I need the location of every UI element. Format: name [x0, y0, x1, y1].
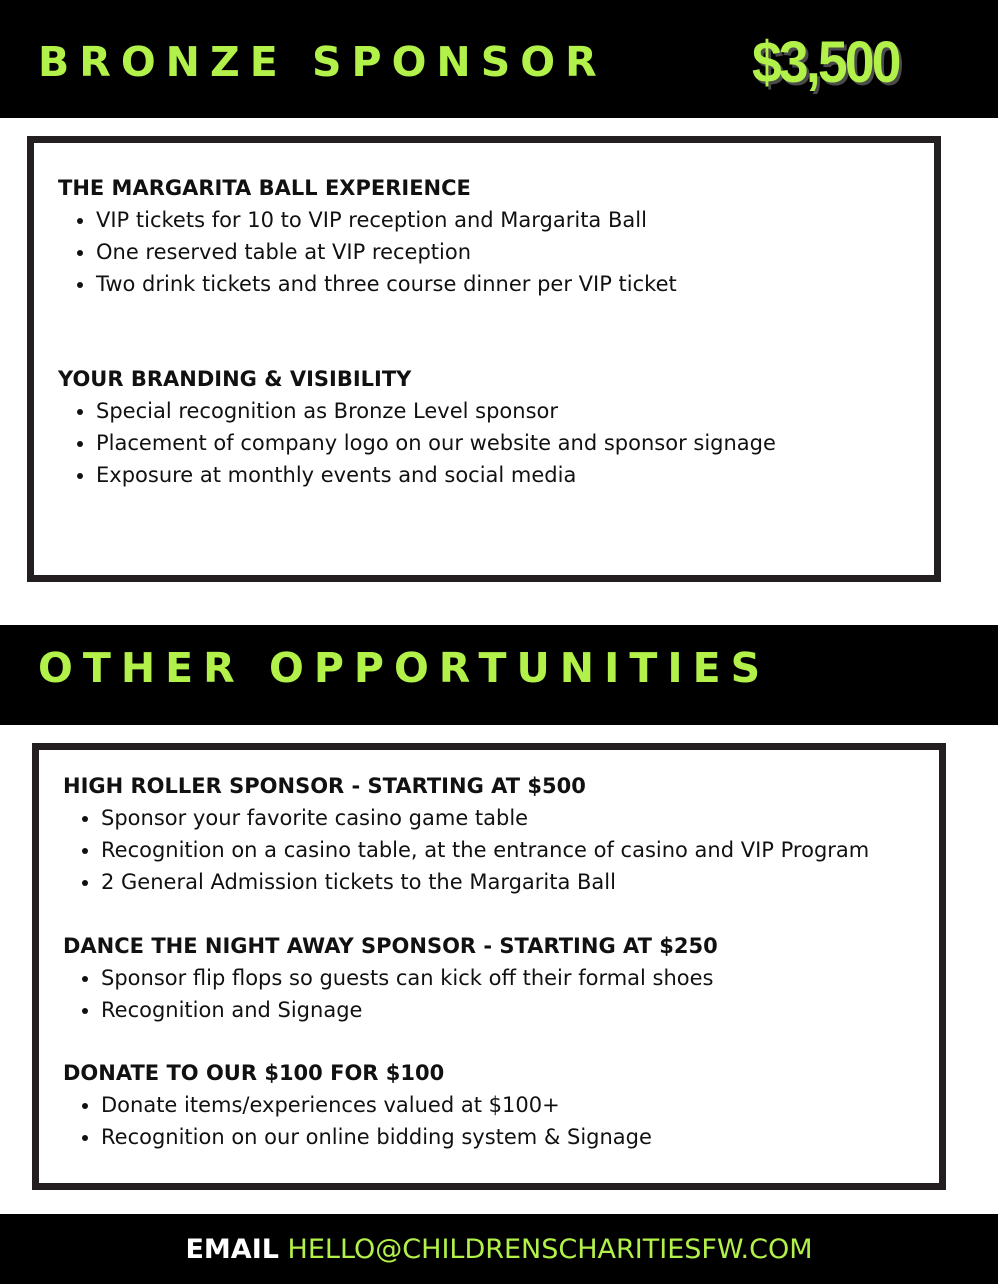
email-link[interactable]: HELLO@CHILDRENSCHARITIESFW.COM	[287, 1234, 813, 1265]
margarita-ball-section	[58, 172, 677, 300]
dance-section	[63, 930, 718, 1026]
list-item: Sponsor your favorite casino game table	[63, 802, 869, 834]
other-opportunities-box	[32, 743, 946, 1190]
list-item: Recognition and Signage	[63, 994, 718, 1026]
sponsor-price: $3,500	[752, 30, 899, 95]
list-item: Two drink tickets and three course dinner per VIP ticket	[58, 268, 677, 300]
other-opportunities-title: OTHER OPPORTUNITIES	[38, 644, 771, 692]
footer-contact	[0, 1233, 998, 1267]
list-item: Special recognition as Bronze Level sponsor	[58, 395, 776, 427]
list-item: VIP tickets for 10 to VIP reception and Margarita Ball	[58, 204, 677, 236]
section-heading: THE MARGARITA BALL EXPERIENCE	[58, 176, 471, 200]
donate-section	[63, 1057, 652, 1153]
email-label: EMAIL	[185, 1234, 279, 1265]
page-title: BRONZE SPONSOR	[38, 38, 607, 86]
branding-section	[58, 363, 776, 491]
list-item: Placement of company logo on our website and sponsor signage	[58, 427, 776, 459]
section-heading: DONATE TO OUR $100 FOR $100	[63, 1061, 445, 1085]
list-item: Sponsor flip flops so guests can kick off their formal shoes	[63, 962, 718, 994]
section-heading: HIGH ROLLER SPONSOR - STARTING AT $500	[63, 774, 586, 798]
list-item: Donate items/experiences valued at $100+	[63, 1089, 652, 1121]
other-opportunities-banner	[0, 625, 998, 725]
benefit-list	[63, 802, 869, 898]
list-item: 2 General Admission tickets to the Margarita Ball	[63, 866, 869, 898]
high-roller-section	[63, 770, 869, 898]
list-item: Recognition on a casino table, at the entrance of casino and VIP Program	[63, 834, 869, 866]
benefit-list	[58, 395, 776, 491]
benefit-list	[63, 1089, 652, 1153]
header-banner	[0, 0, 998, 118]
section-heading: DANCE THE NIGHT AWAY SPONSOR - STARTING AT $250	[63, 934, 718, 958]
bronze-benefits-box	[27, 136, 941, 582]
list-item: Exposure at monthly events and social media	[58, 459, 776, 491]
list-item: Recognition on our online bidding system & Signage	[63, 1121, 652, 1153]
benefit-list	[58, 204, 677, 300]
benefit-list	[63, 962, 718, 1026]
section-heading: YOUR BRANDING & VISIBILITY	[58, 367, 412, 391]
list-item: One reserved table at VIP reception	[58, 236, 677, 268]
